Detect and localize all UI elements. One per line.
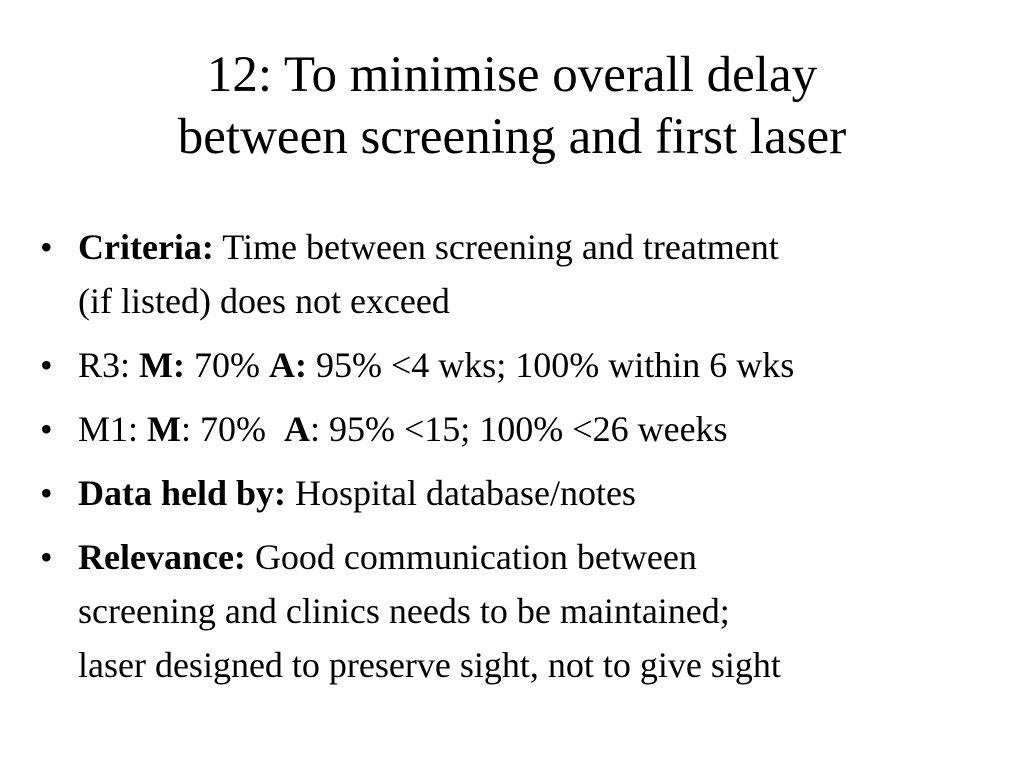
bullet-dot: • xyxy=(40,345,53,385)
bullet-dot: • xyxy=(40,473,53,513)
title-line-1: 12: To minimise overall delay xyxy=(206,47,818,103)
r3-m-value: 70% xyxy=(184,345,269,385)
m1-line xyxy=(78,402,1000,456)
bullet-r3 xyxy=(40,338,1000,392)
criteria-label: Criteria: xyxy=(78,227,214,267)
data-held-text: Hospital database/notes xyxy=(286,473,636,513)
r3-line xyxy=(78,338,1000,392)
bullet-m1 xyxy=(40,402,1000,456)
criteria-text-1: Time between screening and treatment xyxy=(213,227,779,267)
relevance-text-3: laser designed to preserve sight, not to give sight xyxy=(78,645,781,685)
bullet-dot: • xyxy=(40,537,53,577)
bullet-relevance xyxy=(40,530,1000,692)
r3-m-label: M: xyxy=(139,345,185,385)
bullet-dot: • xyxy=(40,227,53,267)
slide-title xyxy=(40,44,984,168)
relevance-line-1 xyxy=(78,530,1000,584)
m1-m-label: M xyxy=(147,409,181,449)
data-held-line xyxy=(78,466,1000,520)
bullet-data-held xyxy=(40,466,1000,520)
bullet-criteria xyxy=(40,220,1000,328)
m1-m-value: : 70% xyxy=(181,409,284,449)
relevance-label: Relevance: xyxy=(78,537,246,577)
relevance-text-1: Good communication between xyxy=(245,537,697,577)
bullet-list xyxy=(40,220,1000,702)
bullet-dot: • xyxy=(40,409,53,449)
m1-prefix: M1: xyxy=(78,409,148,449)
criteria-line-1 xyxy=(78,220,1000,274)
criteria-text-2: (if listed) does not exceed xyxy=(78,281,450,321)
data-held-label: Data held by: xyxy=(78,473,287,513)
m1-a-label: A xyxy=(284,409,310,449)
r3-a-value: 95% <4 wks; 100% within 6 wks xyxy=(306,345,795,385)
r3-prefix: R3: xyxy=(78,345,140,385)
r3-a-label: A: xyxy=(268,345,307,385)
relevance-text-2: screening and clinics needs to be maintained; xyxy=(78,591,730,631)
title-line-2: between screening and first laser xyxy=(177,109,847,165)
m1-a-value: : 95% <15; 100% <26 weeks xyxy=(310,409,728,449)
